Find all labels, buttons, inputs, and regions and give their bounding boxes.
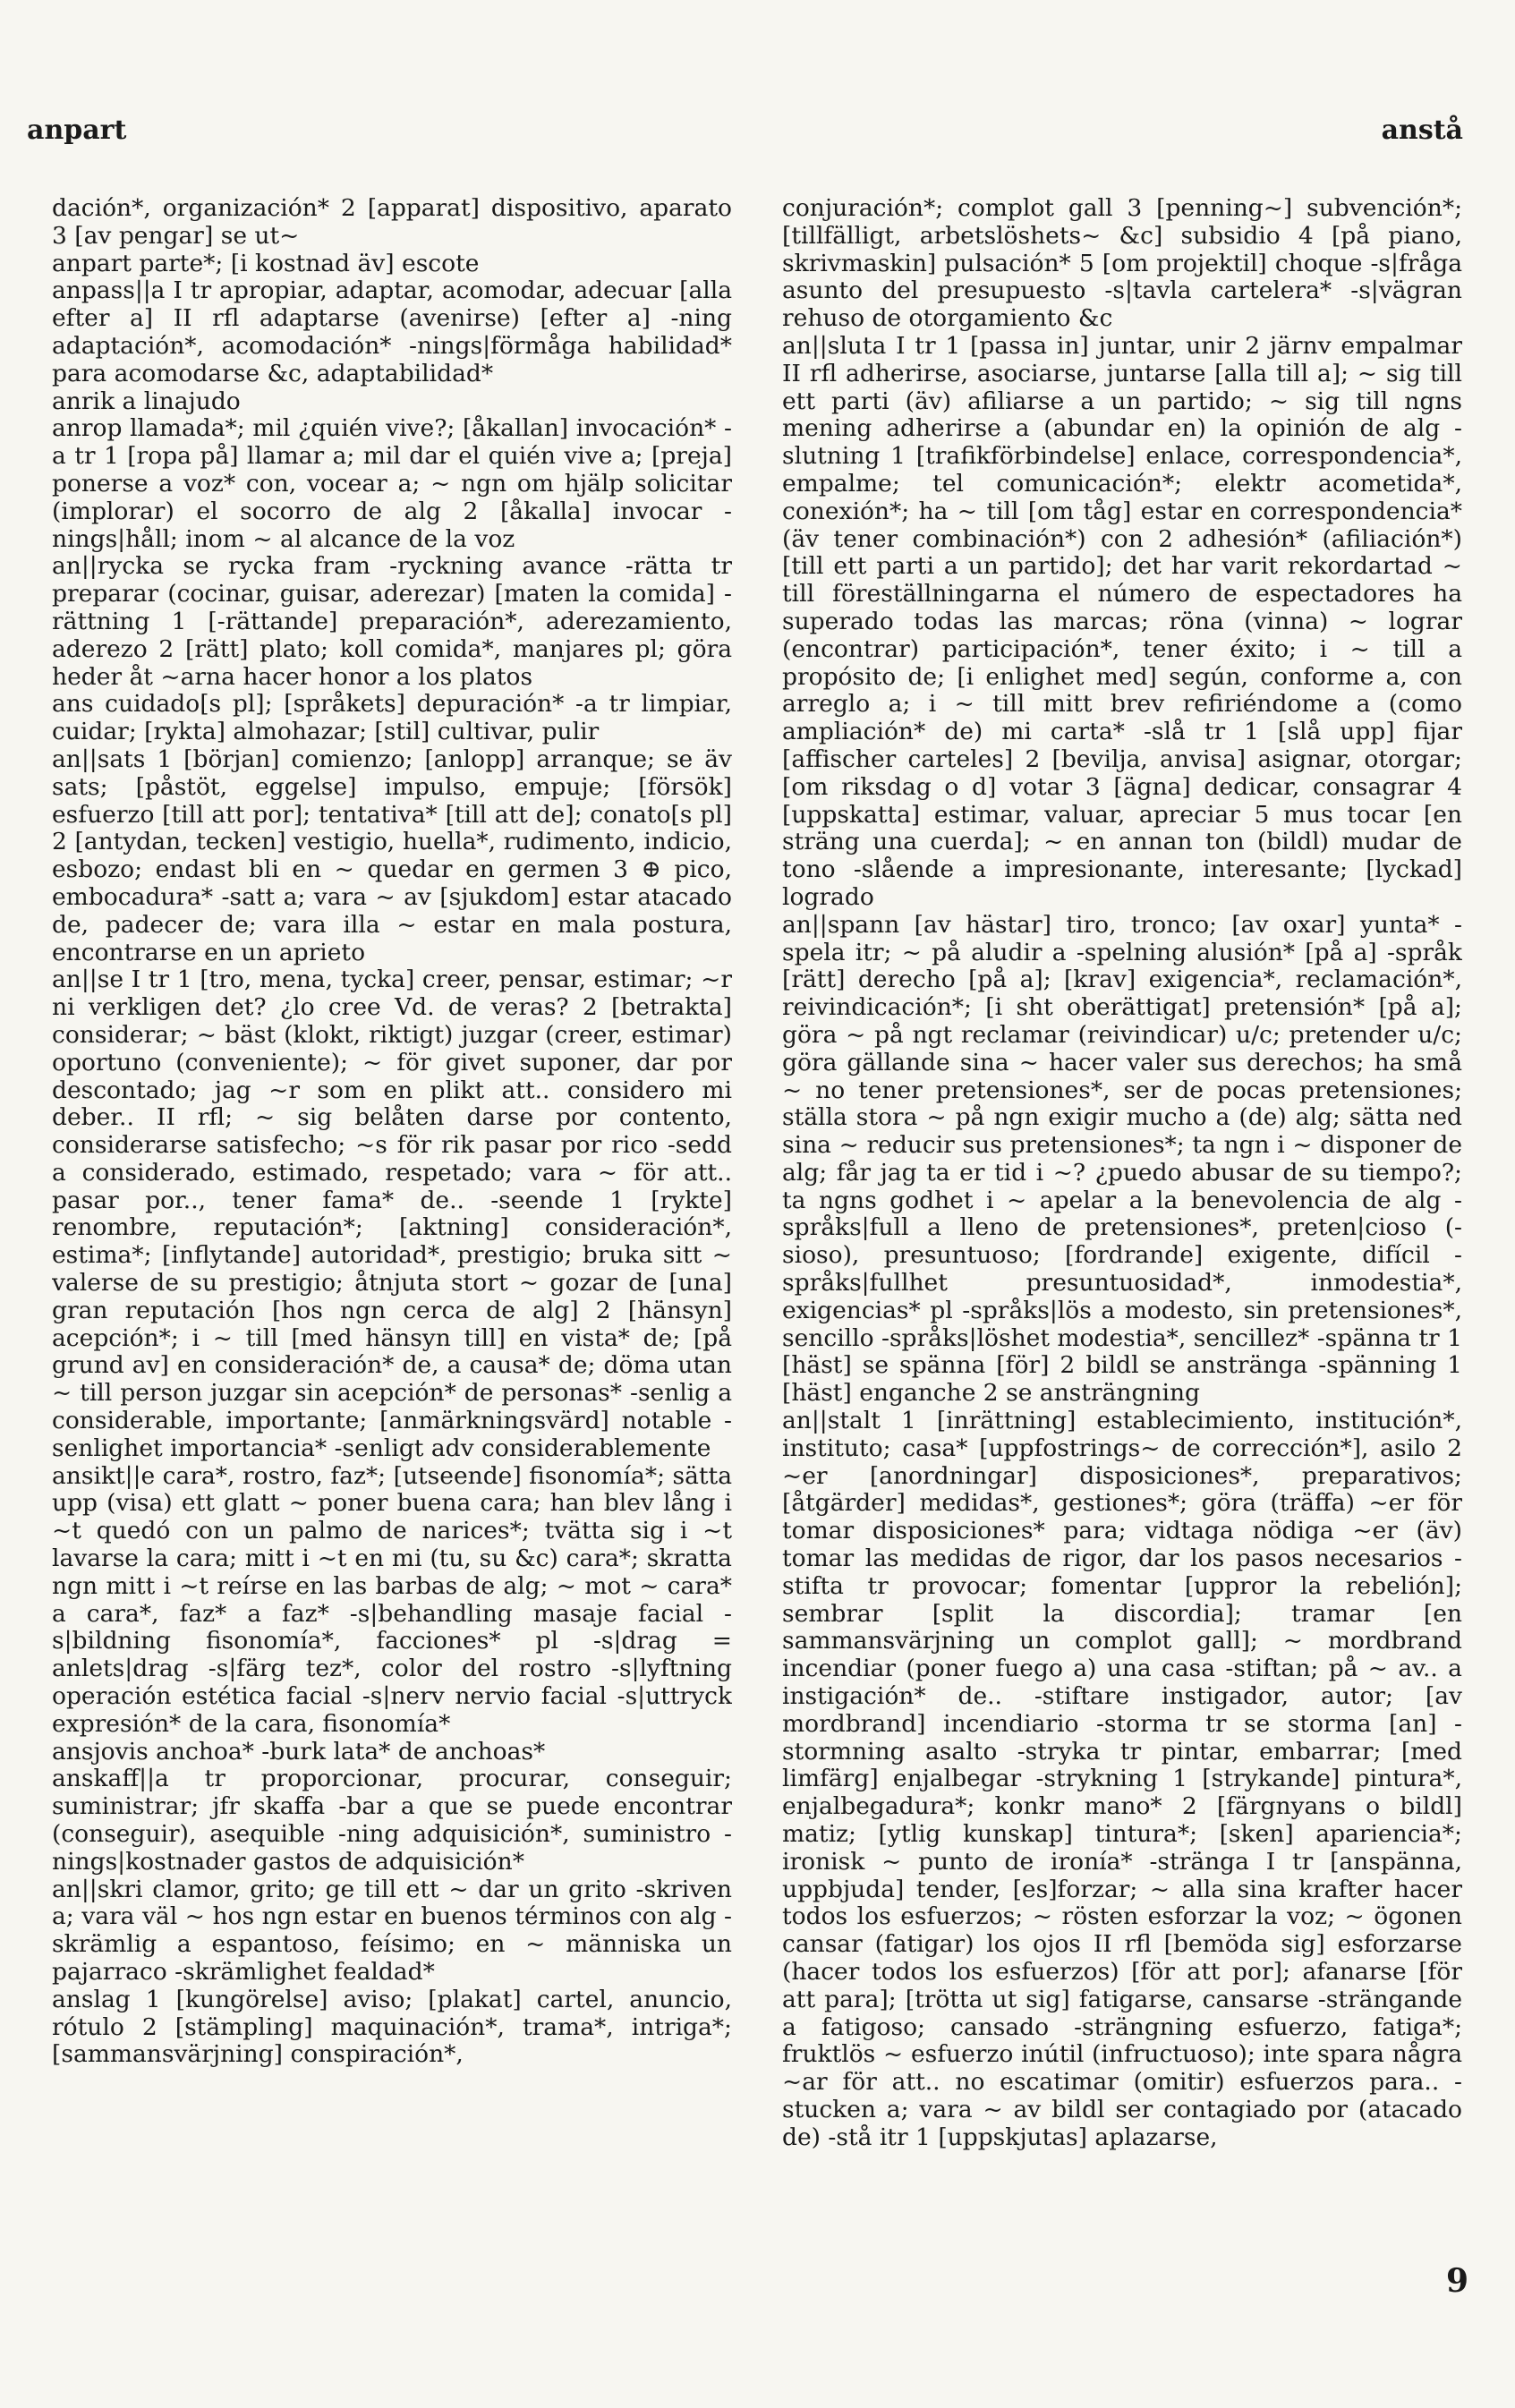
entry: dación*, organización* 2 [apparat] dispositivo, aparato 3 [av pengar] se ut~ — [52, 195, 732, 250]
page-number: 9 — [1445, 2262, 1468, 2300]
entry: conjuración*; complot gall 3 [penning~] subvención*; [tillfälligt, arbetslöshets~ &c] subsidio 4 [på piano, skrivmaskin] pulsación* 5 [om projektil] choque -s|fråga asunto del presupuesto -s|tavla cartelera* -s|vägran rehuso de otorgamiento &c — [782, 195, 1462, 333]
entry: an||spann [av hästar] tiro, tronco; [av oxar] yunta* -spela itr; ~ på aludir a -spelning alusión* [på a] -språk [rätt] derecho [på a]; [krav] exigencia*, reclamación*, reivindicación*; [i sht oberättigat] pretensión* [på a]; göra ~ på ngt reclamar (reivindicar) u/c; pretender u/c; göra gällande sina ~ hacer valer sus derechos; ha små ~ no tener pretensiones*, ser de pocas pretensiones; ställa stora ~ på ngn exigir mucho a (de) alg; sätta ned sina ~ reducir sus pretensiones*; ta ngn i ~ disponer de alg; får jag ta er tid i ~? ¿puedo abusar de su tiempo?; ta ngns godhet i ~ apelar a la benevolencia de alg -språks|full a lleno de pretensiones*, preten|cioso (-sioso), presuntuoso; [fordrande] exigente, difícil -språks|fullhet presuntuosidad*, inmodestia*, exigencias* pl -språks|lös a modesto, sin pretensiones*, sencillo -språks|löshet modestia*, sencillez* -spänna tr 1 [häst] se spänna [för] 2 bildl se anstränga -spänning 1 [häst] enganche 2 se ansträngning — [782, 910, 1462, 1408]
entry: an||sats 1 [början] comienzo; [anlopp] arranque; se äv sats; [påstöt, eggelse] impulso, empuje; [försök] esfuerzo [till att por]; tentativa* [till att de]; conato[s pl] 2 [antydan, tecken] vestigio, huella*, rudimento, indicio, esbozo; endast bli en ~ quedar en germen 3 ⊕ pico, embocadura* -satt a; vara ~ av [sjukdom] estar atacado de, padecer de; vara illa ~ estar en mala postura, encontrarse en un aprieto — [52, 745, 732, 966]
entry: an||se I tr 1 [tro, mena, tycka] creer, pensar, estimar; ~r ni verkligen det? ¿lo cree Vd. de veras? 2 [betrakta] considerar; ~ bäst (klokt, riktigt) juzgar (creer, estimar) oportuno (conveniente); ~ för givet suponer, dar por descontado; jag ~r som en plikt att.. considero mi deber.. II rfl; ~ sig belåten darse por contento, considerarse satisfecho; ~s för rik pasar por rico -sedd a considerado, estimado, respetado; vara ~ för att.. pasar por.., tener fama* de.. -seende 1 [rykte] renombre, reputación*; [aktning] consideración*, estima*; [inflytande] autoridad*, prestigio; bruka sitt ~ valerse de su prestigio; åtnjuta stort ~ gozar de [una] gran reputación [hos ngn cerca de alg] 2 [hänsyn] acepción*; i ~ till [med hänsyn till] en vista* de; [på grund av] en consideración* de, a causa* de; döma utan ~ till person juzgar sin acepción* de personas* -senlig a considerable, importante; [anmärkningsvärd] notable -senlighet importancia* -senligt adv considerablemente — [52, 966, 732, 1462]
entry: an||sluta I tr 1 [passa in] juntar, unir 2 järnv empalmar II rfl adherirse, asociarse, juntarse [alla till a]; ~ sig till ett parti (äv) afiliarse a un partido; ~ sig till ngns mening adherirse a (abundar en) la opinión de alg -slutning 1 [trafikförbindelse] enlace, correspondencia*, empalme; tel comunicación*; elektr acometida*, conexión*; ha ~ till [om tåg] estar en correspondencia* (äv tener combinación*) con 2 adhesión* (afiliación*) [till ett parti a un partido]; det har varit rekordartad ~ till föreställningarna el número de espectadores ha superado todas las marcas; röna (vinna) ~ lograr (encontrar) participación*, tener éxito; i ~ till a propósito de; [i enlighet med] según, conforme a, con arreglo a; i ~ till mitt brev refiriéndome a (como ampliación* de) mi carta* -slå tr 1 [slå upp] fijar [affischer carteles] 2 [bevilja, anvisa] asignar, otorgar; [om riksdag o d] votar 3 [ägna] dedicar, consagrar 4 [uppskatta] estimar, valuar, apreciar 5 mus tocar [en sträng una cuerda]; ~ en annan ton (bildl) mudar de tono -slående a impresionante, interesante; [lyckad] logrado — [782, 331, 1462, 911]
right-column — [782, 195, 1462, 2316]
running-head-right: anstå — [1381, 115, 1463, 146]
entry: ansikt||e cara*, rostro, faz*; [utseende] fisonomía*; sätta upp (visa) ett glatt ~ poner buena cara; han blev lång i ~t quedó con un palmo de narices*; tvätta sig i ~t lavarse la cara; mitt i ~t en mi (tu, su &c) cara*; skratta ngn mitt i ~t reírse en las barbas de alg; ~ mot ~ cara* a cara*, faz* a faz* -s|behandling masaje facial -s|bildning fisonomía*, facciones* pl -s|drag = anlets|drag -s|färg tez*, color del rostro -s|lyftning operación estética facial -s|nerv nervio facial -s|uttryck expresión* de la cara, fisonomía* — [52, 1461, 732, 1738]
entry: anrik a linajudo — [52, 387, 241, 415]
entry: anslag 1 [kungörelse] aviso; [plakat] cartel, anuncio, rótulo 2 [stämpling] maquinación*, trama*, intriga*; [sammansvärjning] conspiración*, — [52, 1985, 732, 2069]
entry: ansjovis anchoa* -burk lata* de anchoas* — [52, 1737, 546, 1766]
entry: ans cuidado[s pl]; [språkets] depuración* -a tr limpiar, cuidar; [rykta] almohazar; [stil] cultivar, pulir — [52, 690, 732, 746]
running-head-left: anpart — [27, 115, 127, 146]
entry: an||skri clamor, grito; ge till ett ~ dar un grito -skriven a; vara väl ~ hos ngn estar en buenos términos con alg -skrämlig a espantoso, feísimo; en ~ människa un pajarraco -skrämlighet fealdad* — [52, 1875, 732, 1986]
entry: anpass||a I tr apropiar, adaptar, acomodar, adecuar [alla efter a] II rfl adaptarse (avenirse) [efter a] -ning adaptación*, acomodación* -nings|förmåga habilidad* para acomodarse &c, adaptabilidad* — [52, 277, 732, 387]
entry: an||stalt 1 [inrättning] establecimiento, institución*, instituto; casa* [uppfostrings~ de corrección*], asilo 2 ~er [anordningar] disposiciones*, preparativos; [åtgärder] medidas*, gestiones*; göra (träffa) ~er för tomar disposiciones* para; vidtaga nödiga ~er (äv) tomar las medidas de rigor, dar los pasos necesarios -stifta tr provocar; fomentar [uppror la rebelión]; sembrar [split la discordia]; tramar [en sammansvärjning un complot gall]; ~ mordbrand incendiar (poner fuego a) una casa -stiftan; på ~ av.. a instigación* de.. -stiftare instigador, autor; [av mordbrand] incendiario -storma tr se storma [an] -stormning asalto -stryka tr pintar, embarrar; [med limfärg] enjalbegar -strykning 1 [strykande] pintura*, enjalbegadura*; konkr mano* 2 [färgnyans o bildl] matiz; [ytlig kunskap] tintura*; [sken] apariencia*; ironisk ~ punto de ironía* -stränga I tr [anspänna, uppbjuda] tender, [es]forzar; ~ alla sina krafter hacer todos los esfuerzos; ~ rösten esforzar la voz; ~ ögonen cansar (fatigar) los ojos II rfl [bemöda sig] esforzarse (hacer todos los esfuerzos) [för att por]; afanarse [för att para]; [trötta ut sig] fatigarse, cansarse -strängande a fatigoso; cansado -strängning esfuerzo, fatiga*; fruktlös ~ esfuerzo inútil (infructuoso); inte spara några ~ar för att.. no escatimar (omitir) esfuerzos para.. -stucken a; vara ~ av bildl ser contagiado por (atacado de) -stå itr 1 [uppskjutas] aplazarse, — [782, 1407, 1462, 2151]
entry: anrop llamada*; mil ¿quién vive?; [åkallan] invocación* -a tr 1 [ropa på] llamar a; mil dar el quién vive a; [preja] ponerse a voz* con, vocear a; ~ ngn om hjälp solicitar (implorar) el socorro de alg 2 [åkalla] invocar -nings|håll; inom ~ al alcance de la voz — [52, 414, 732, 553]
entry: an||rycka se rycka fram -ryckning avance -rätta tr preparar (cocinar, guisar, aderezar) [maten la comida] -rättning 1 [-rättande] preparación*, aderezamiento, aderezo 2 [rätt] plato; koll comida*, manjares pl; göra heder åt ~arna hacer honor a los platos — [52, 552, 732, 691]
entry: anpart parte*; [i kostnad äv] escote — [52, 249, 480, 277]
left-column — [52, 195, 732, 2316]
entry: anskaff||a tr proporcionar, procurar, conseguir; suministrar; jfr skaffa -bar a que se puede encontrar (conseguir), asequible -ning adquisición*, suministro -nings|kostnader gastos de adquisición* — [52, 1765, 732, 1876]
